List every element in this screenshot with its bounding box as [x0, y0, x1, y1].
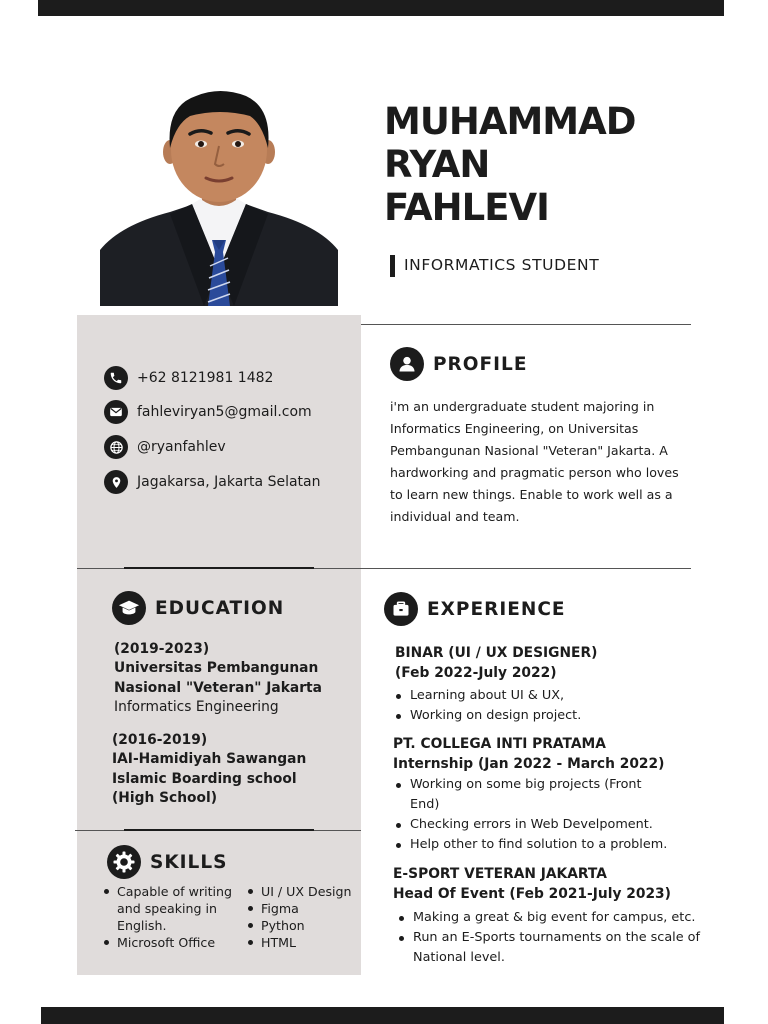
- skills-list-1: [101, 883, 243, 951]
- globe-icon: [104, 435, 128, 459]
- job-title: [393, 735, 664, 774]
- profile-photo: [100, 90, 338, 306]
- list-item: Checking errors in Web Develpoment.: [392, 815, 674, 835]
- divider-middle-accent: [124, 567, 314, 569]
- job-bullets: [395, 908, 701, 968]
- candidate-name: [384, 100, 635, 229]
- graduation-cap-icon: [112, 591, 146, 625]
- name-line-1: MUHAMMAD: [384, 100, 636, 143]
- education-school-line1: IAI-Hamidiyah Sawangan: [112, 751, 307, 768]
- skills-list-2: [245, 883, 361, 951]
- contact-phone-text: +62 8121981 1482: [137, 370, 274, 386]
- job-subtitle: (Feb 2022-July 2022): [395, 664, 557, 681]
- experience-heading: [384, 592, 566, 626]
- list-item: Figma: [245, 900, 361, 917]
- list-item: Capable of writing and speaking in English.: [101, 883, 243, 934]
- bottom-bar: [41, 1007, 724, 1024]
- education-program: (High School): [112, 789, 218, 806]
- contact-location: [104, 470, 320, 494]
- skills-heading: [107, 845, 227, 879]
- envelope-icon: [104, 400, 128, 424]
- profile-summary: i'm an undergraduate student majoring in Informatics Engineering, on Universitas Pembangunan Nasional "Veteran" Jakarta. A hardworking and pragmatic person who loves to learn new things. Enable to work well as a individual and team.: [390, 399, 679, 524]
- name-line-2: RYAN: [384, 143, 490, 186]
- education-school-line1: Universitas Pembangunan: [114, 660, 319, 677]
- contact-social[interactable]: [104, 435, 226, 459]
- skills-heading-text: SKILLS: [150, 851, 228, 873]
- list-item: Working on some big projects (Front End): [392, 775, 674, 815]
- list-item: Learning about UI & UX,: [392, 686, 682, 706]
- education-years: (2019-2023): [114, 641, 210, 657]
- divider-skills-accent: [124, 829, 314, 831]
- phone-icon: [104, 366, 128, 390]
- education-years: (2016-2019): [112, 732, 208, 748]
- role-accent-bar: [390, 255, 395, 277]
- education-entry: [112, 731, 306, 808]
- list-item: Run an E-Sports tournaments on the scale of National level.: [395, 928, 701, 968]
- divider-profile-top: [361, 324, 691, 325]
- job-subtitle: Head Of Event (Feb 2021-July 2023): [393, 885, 671, 902]
- job-bullets: [392, 775, 674, 855]
- list-item: Microsoft Office: [101, 934, 243, 951]
- profile-heading: [390, 347, 527, 381]
- education-heading: [112, 591, 284, 625]
- education-school-line2: Nasional "Veteran" Jakarta: [114, 679, 322, 696]
- list-item: Help other to find solution to a problem.: [392, 835, 674, 855]
- education-entry: [114, 640, 322, 717]
- list-item: HTML: [245, 934, 361, 951]
- contact-email[interactable]: [104, 400, 312, 424]
- top-bar: [38, 0, 724, 16]
- contact-location-text: Jagakarsa, Jakarta Selatan: [137, 474, 321, 490]
- user-icon: [390, 347, 424, 381]
- experience-heading-text: EXPERIENCE: [427, 598, 566, 620]
- job-title-line: BINAR (UI / UX DESIGNER): [395, 645, 598, 661]
- job-title: [393, 865, 671, 904]
- education-school-line2: Islamic Boarding school: [112, 770, 297, 787]
- contact-email-text: fahleviryan5@gmail.com: [137, 404, 312, 420]
- contact-social-text: @ryanfahlev: [137, 439, 226, 455]
- job-subtitle: Internship (Jan 2022 - March 2022): [393, 755, 665, 772]
- role-title: INFORMATICS STUDENT: [404, 256, 600, 274]
- map-pin-icon: [104, 470, 128, 494]
- gear-icon: [107, 845, 141, 879]
- job-title-line: PT. COLLEGA INTI PRATAMA: [393, 736, 606, 752]
- name-line-3: FAHLEVI: [384, 186, 549, 229]
- job-bullets: [392, 686, 682, 726]
- education-program: Informatics Engineering: [114, 698, 279, 715]
- job-title: [395, 644, 597, 683]
- list-item: Python: [245, 917, 361, 934]
- list-item: Making a great & big event for campus, etc.: [395, 908, 701, 928]
- list-item: UI / UX Design: [245, 883, 361, 900]
- job-title-line: E-SPORT VETERAN JAKARTA: [393, 866, 607, 882]
- briefcase-icon: [384, 592, 418, 626]
- profile-heading-text: PROFILE: [433, 353, 528, 375]
- list-item: Working on design project.: [392, 706, 682, 726]
- education-heading-text: EDUCATION: [155, 597, 285, 619]
- contact-phone[interactable]: [104, 366, 273, 390]
